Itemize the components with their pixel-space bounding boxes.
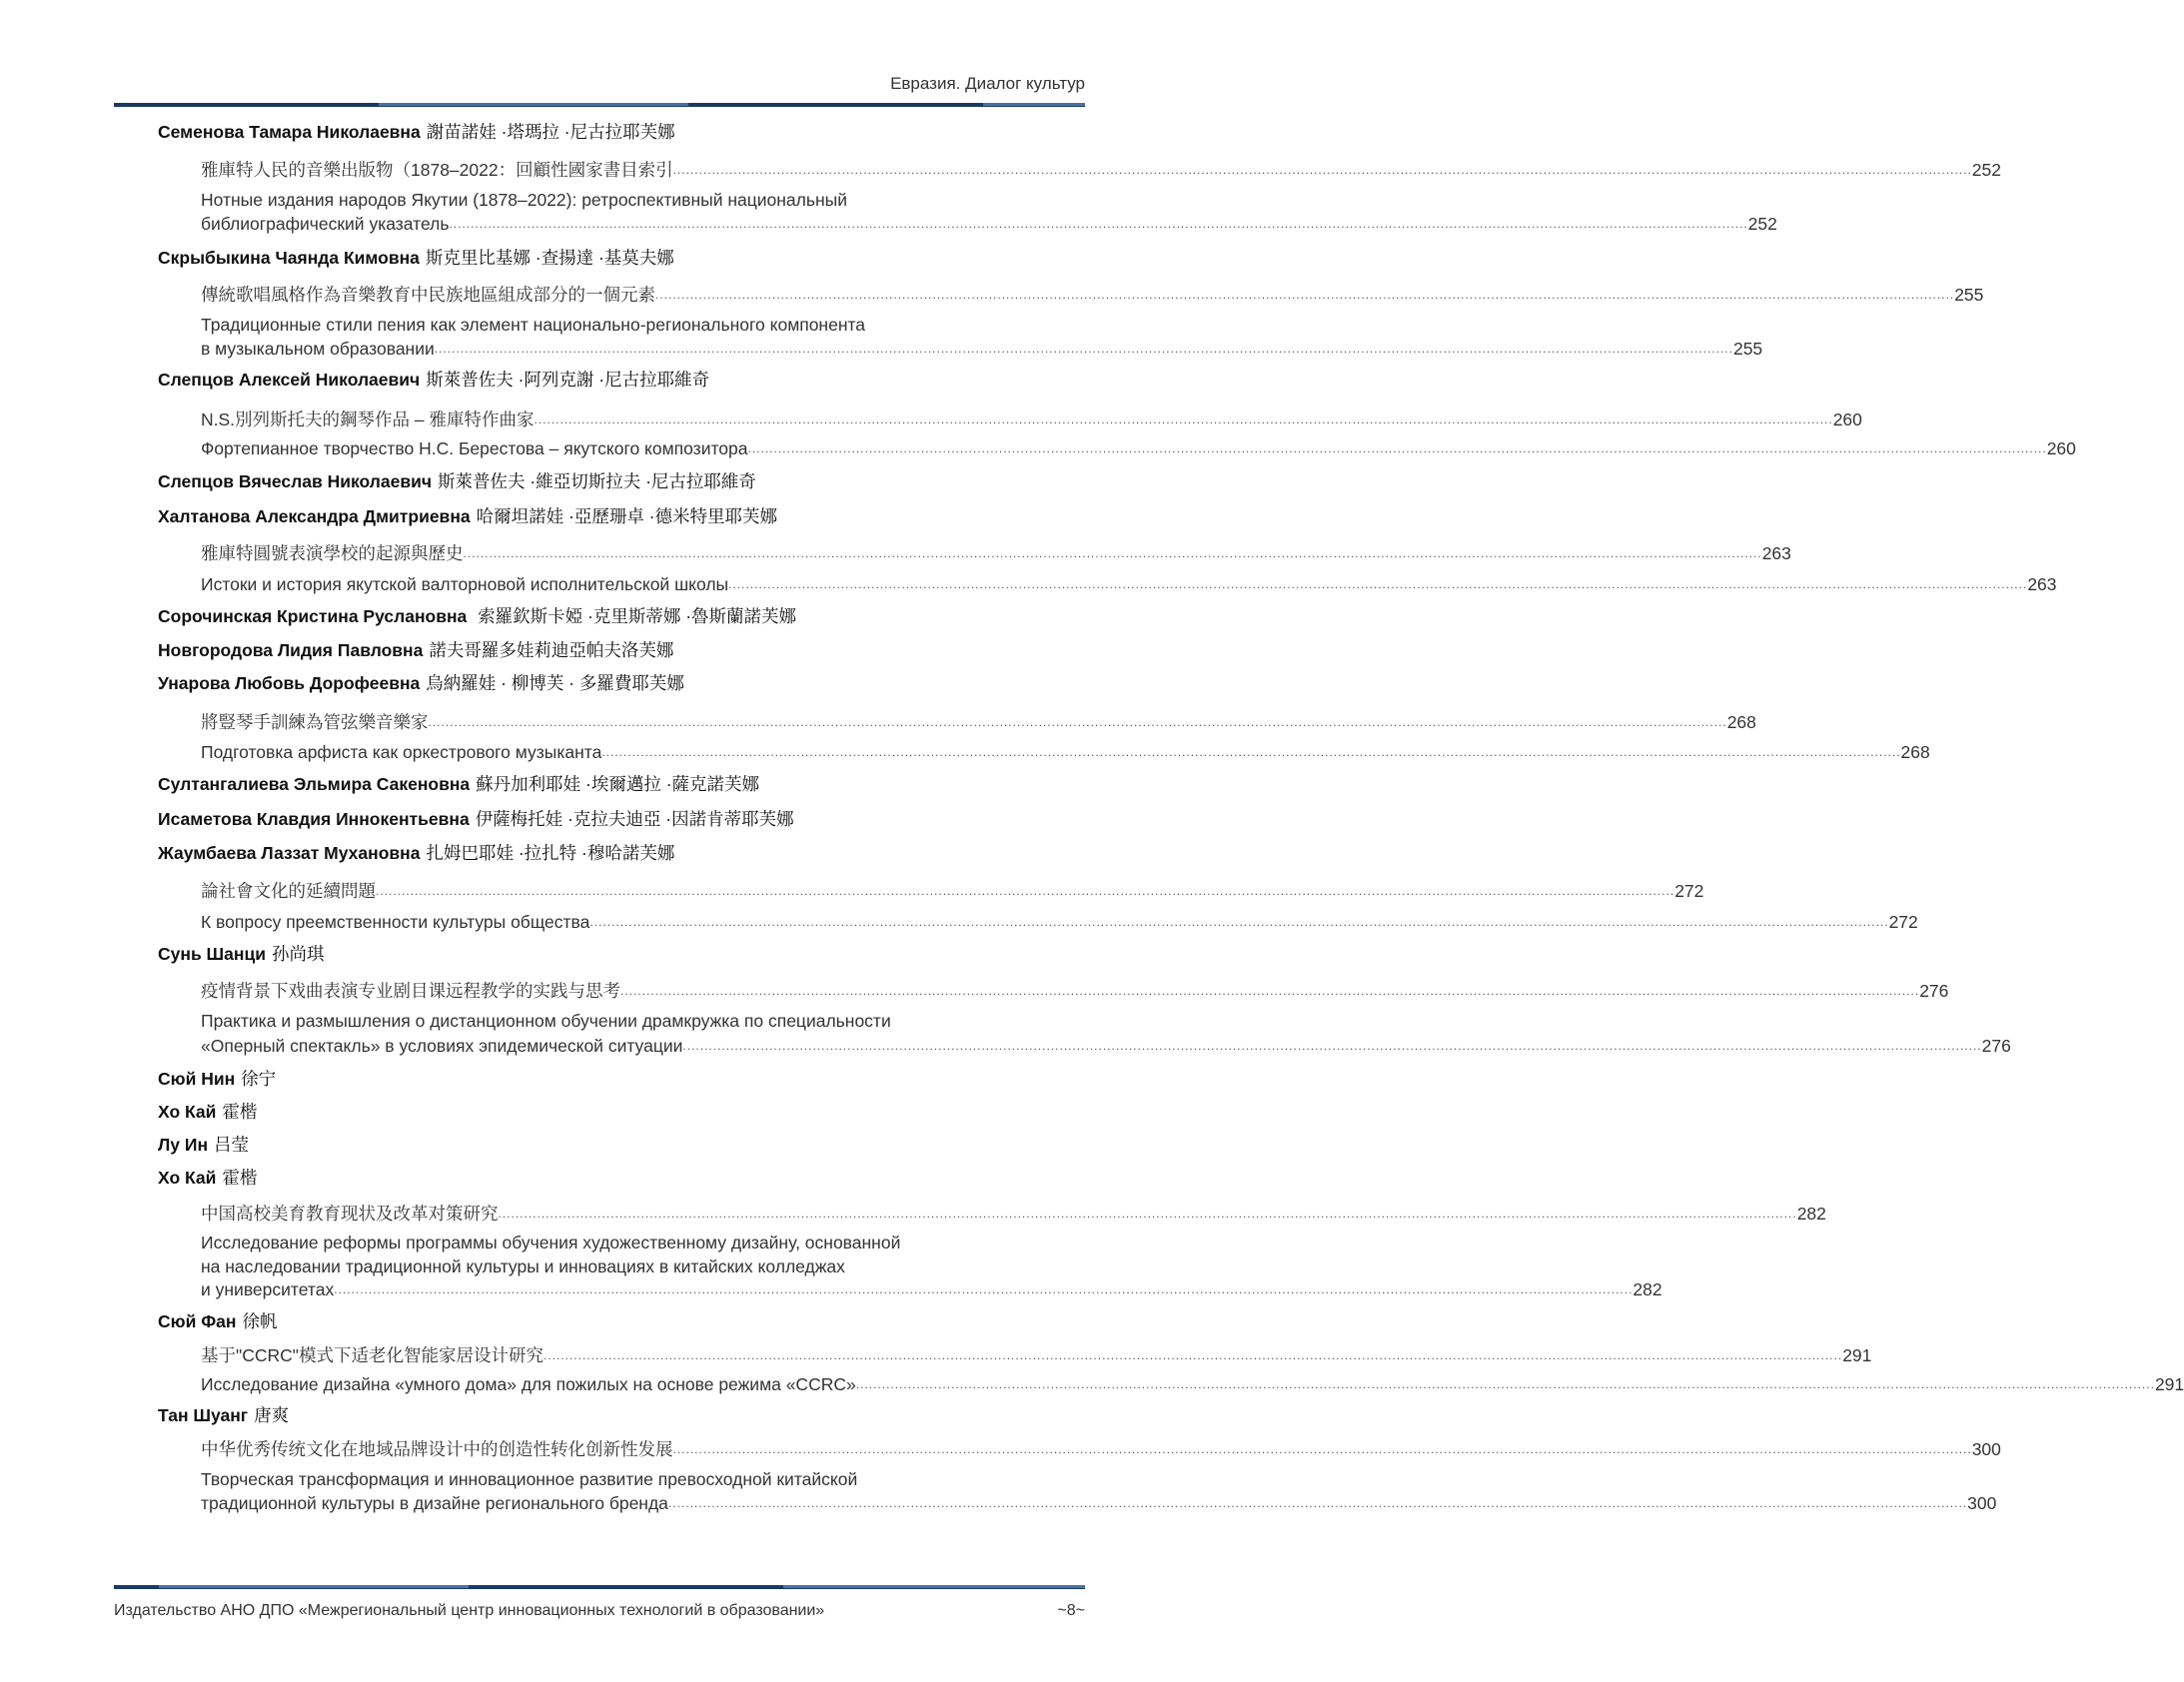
entry-title: традиционной культуры в дизайне регионального бренда bbox=[201, 1493, 668, 1513]
author-name-ru: Исаметова Клавдия Иннокентьевна bbox=[158, 809, 470, 829]
leader-dots: ............................................................................................................................................................................................................................................................................................................ bbox=[534, 413, 1833, 426]
author-name-zh: 徐帆 bbox=[242, 1311, 278, 1331]
leader-dots: ............................................................................................................................................................................................................................................................................................................ bbox=[498, 1207, 1797, 1221]
leader-dots: ............................................................................................................................................................................................................................................................................................................ bbox=[589, 915, 1889, 929]
author-heading bbox=[158, 604, 796, 628]
toc-entry-link[interactable] bbox=[201, 979, 1949, 1003]
author-heading bbox=[158, 841, 674, 865]
entry-title: 基于"CCRC"模式下适老化智能家居设计研究 bbox=[201, 1345, 544, 1365]
toc-entry-link[interactable] bbox=[201, 436, 2076, 460]
author-name-ru: Сюй Фан bbox=[158, 1311, 237, 1331]
entry-title: Практика и размышления о дистанционном обучении драмкружка по специальности bbox=[201, 1011, 891, 1031]
leader-dots: ............................................................................................................................................................................................................................................................................................................ bbox=[667, 1496, 1968, 1510]
toc-entry-line bbox=[201, 188, 1085, 212]
toc-entry-link[interactable] bbox=[201, 879, 1704, 903]
author-name-ru: Сунь Шанци bbox=[158, 944, 266, 964]
entry-title: Исследование дизайна «умного дома» для пожилых на основе режима «CCRC» bbox=[201, 1374, 856, 1394]
leader-dots: ............................................................................................................................................................................................................................................................................................................ bbox=[463, 546, 1762, 560]
rule-segment bbox=[159, 1585, 469, 1588]
author-name-zh: 扎姆巴耶娃 ·拉扎特 ·穆哈諾芙娜 bbox=[426, 843, 675, 863]
leader-dots: ............................................................................................................................................................................................................................................................................................................ bbox=[682, 1039, 1982, 1053]
rule-segment bbox=[983, 103, 1085, 106]
running-header: Евразия. Диалог культур bbox=[890, 74, 1085, 93]
footer bbox=[114, 1602, 1085, 1620]
toc-entry-link[interactable] bbox=[201, 1202, 1826, 1226]
author-heading bbox=[158, 1133, 249, 1157]
author-name-zh: 諾夫哥羅多娃莉迪亞帕夫洛芙娜 bbox=[429, 640, 674, 660]
entry-page-number: 276 bbox=[1919, 981, 1949, 1001]
leader-dots: ............................................................................................................................................................................................................................................................................................................ bbox=[672, 1442, 1972, 1456]
toc-entry-link[interactable] bbox=[201, 1491, 1997, 1515]
author-name-ru: Хо Кай bbox=[158, 1102, 217, 1122]
toc-entry-link[interactable] bbox=[201, 1343, 1872, 1367]
leader-dots: ............................................................................................................................................................................................................................................................................................................ bbox=[747, 441, 2047, 455]
entry-title: библиографический указатель bbox=[201, 214, 450, 234]
toc-entry-link[interactable] bbox=[201, 408, 1862, 431]
author-name-ru: Слепцов Вячеслав Николаевич bbox=[158, 471, 433, 491]
entry-title: 傳統歌唱風格作為音樂教育中民族地區組成部分的一個元素 bbox=[201, 285, 655, 305]
author-name-ru: Тан Шуанг bbox=[158, 1405, 249, 1425]
author-heading bbox=[158, 1166, 257, 1190]
publisher-text: Издательство АНО ДПО «Межрегиональный центр инновационных технологий в образовании» bbox=[114, 1602, 825, 1619]
toc-entry-line bbox=[201, 313, 1085, 337]
entry-page-number: 291 bbox=[2154, 1374, 2184, 1394]
author-name-ru: Сюй Нин bbox=[158, 1069, 236, 1089]
entry-title: на наследовании традиционной культуры и инновациях в китайских колледжах bbox=[201, 1257, 845, 1276]
entry-title: 將豎琴手訓練為管弦樂音樂家 bbox=[201, 712, 429, 732]
entry-page-number: 252 bbox=[1971, 160, 2001, 180]
author-name-zh: 斯克里比基娜 ·查揚達 ·基莫夫娜 bbox=[425, 248, 674, 268]
header-rule bbox=[114, 103, 1085, 107]
toc-entry-link[interactable] bbox=[201, 910, 1918, 934]
author-heading bbox=[158, 671, 684, 695]
author-name-zh: 伊薩梅托娃 ·克拉夫迪亞 ·因諾肯蒂耶芙娜 bbox=[475, 809, 794, 829]
toc-entry-link[interactable] bbox=[201, 572, 2057, 596]
author-name-ru: Хо Кай bbox=[158, 1168, 217, 1188]
entry-page-number: 300 bbox=[1967, 1493, 1997, 1513]
entry-title: Исследование реформы программы обучения художественному дизайну, основанной bbox=[201, 1233, 901, 1253]
toc-entry-link[interactable] bbox=[201, 1034, 2011, 1058]
author-name-zh: 索羅欽斯卡婭 ·克里斯蒂娜 ·魯斯蘭諾芙娜 bbox=[473, 606, 797, 626]
leader-dots: ............................................................................................................................................................................................................................................................................................................ bbox=[434, 342, 1733, 356]
author-name-zh: 霍楷 bbox=[222, 1168, 258, 1188]
author-name-zh: 徐宁 bbox=[241, 1069, 277, 1089]
author-heading bbox=[158, 368, 709, 392]
leader-dots: ............................................................................................................................................................................................................................................................................................................ bbox=[672, 163, 1972, 177]
leader-dots: ............................................................................................................................................................................................................................................................................................................ bbox=[728, 577, 2028, 591]
entry-title: 中华优秀传统文化在地域品牌设计中的创造性转化创新性发展 bbox=[201, 1439, 673, 1459]
author-name-ru: Семенова Тамара Николаевна bbox=[158, 122, 421, 142]
leader-dots: ............................................................................................................................................................................................................................................................................................................ bbox=[449, 217, 1748, 231]
leader-dots: ............................................................................................................................................................................................................................................................................................................ bbox=[428, 715, 1727, 729]
entry-page-number: 282 bbox=[1633, 1279, 1662, 1299]
toc-entry-link[interactable] bbox=[201, 740, 1930, 764]
entry-title: и университетах bbox=[201, 1279, 335, 1299]
leader-dots: ............................................................................................................................................................................................................................................................................................................ bbox=[376, 884, 1675, 898]
footer-rule bbox=[114, 1585, 1085, 1589]
toc-entry-link[interactable] bbox=[201, 337, 1763, 361]
leader-dots: ............................................................................................................................................................................................................................................................................................................ bbox=[601, 745, 1901, 759]
author-name-zh: 哈爾坦諾娃 ·亞歷珊卓 ·德米特里耶芙娜 bbox=[476, 506, 778, 526]
leader-dots: ............................................................................................................................................................................................................................................................................................................ bbox=[543, 1348, 1843, 1362]
author-heading bbox=[158, 942, 324, 966]
entry-title: Традиционные стили пения как элемент национально-регионального компонента bbox=[201, 315, 866, 335]
author-name-ru: Новгородова Лидия Павловна bbox=[158, 640, 424, 660]
author-name-ru: Сорочинская Кристина Руслановна bbox=[158, 606, 468, 626]
toc-entry-link[interactable] bbox=[201, 283, 1984, 307]
entry-title: Фортепианное творчество Н.С. Берестова – якутского композитора bbox=[201, 438, 748, 458]
entry-page-number: 260 bbox=[1832, 410, 1862, 429]
author-heading bbox=[158, 1403, 289, 1427]
leader-dots: ............................................................................................................................................................................................................................................................................................................ bbox=[855, 1377, 2155, 1391]
entry-page-number: 255 bbox=[1732, 339, 1763, 359]
entry-title: N.S.別列斯托夫的鋼琴作品 – 雅庫特作曲家 bbox=[201, 410, 535, 429]
author-heading bbox=[158, 638, 673, 662]
entry-title: Подготовка арфиста как оркестрового музыканта bbox=[201, 742, 602, 762]
author-heading bbox=[158, 1309, 277, 1333]
rule-segment bbox=[379, 103, 688, 106]
author-name-ru: Слепцов Алексей Николаевич bbox=[158, 370, 421, 390]
entry-title: в музыкальном образовании bbox=[201, 339, 435, 359]
author-heading bbox=[158, 120, 675, 144]
entry-title: 雅庫特人民的音樂出版物（1878–2022：回顧性國家書目索引 bbox=[201, 160, 673, 180]
toc-entry-link[interactable] bbox=[201, 1277, 1662, 1301]
entry-page-number: 260 bbox=[2046, 438, 2076, 458]
author-name-zh: 唐爽 bbox=[254, 1405, 290, 1425]
author-name-ru: Халтанова Александра Дмитриевна bbox=[158, 506, 471, 526]
toc-entry-line bbox=[201, 1255, 1085, 1278]
author-name-zh: 孙尚琪 bbox=[271, 944, 325, 964]
entry-title: «Оперный спектакль» в условиях эпидемической ситуации bbox=[201, 1036, 683, 1056]
entry-page-number: 300 bbox=[1971, 1439, 2001, 1459]
toc-entry-link[interactable] bbox=[201, 1372, 2184, 1396]
entry-title: Нотные издания народов Якутии (1878–2022): ретроспективный национальный bbox=[201, 190, 848, 210]
author-heading bbox=[158, 469, 756, 493]
entry-page-number: 263 bbox=[1761, 543, 1791, 563]
entry-title: 雅庫特圓號表演學校的起源與歷史 bbox=[201, 543, 464, 563]
author-heading bbox=[158, 246, 674, 270]
leader-dots: ............................................................................................................................................................................................................................................................................................................ bbox=[620, 984, 1920, 998]
entry-page-number: 272 bbox=[1888, 912, 1918, 932]
entry-title: 論社會文化的延續問題 bbox=[201, 881, 376, 901]
toc-entry-link[interactable] bbox=[201, 541, 1791, 565]
leader-dots: ............................................................................................................................................................................................................................................................................................................ bbox=[334, 1282, 1634, 1296]
author-name-zh: 謝苗諾娃 ·塔瑪拉 ·尼古拉耶芙娜 bbox=[426, 122, 675, 142]
toc-entry-line bbox=[201, 1009, 1085, 1033]
author-name-zh: 斯萊普佐夫 ·維亞切斯拉夫 ·尼古拉耶維奇 bbox=[438, 471, 756, 491]
rule-segment bbox=[783, 1585, 1085, 1588]
toc-entry-link[interactable] bbox=[201, 1437, 2001, 1461]
toc-entry-line bbox=[201, 1467, 1085, 1491]
entry-title: Творческая трансформация и инновационное развитие превосходной китайской bbox=[201, 1469, 858, 1489]
author-name-ru: Жаумбаева Лаззат Мухановна bbox=[158, 843, 421, 863]
entry-page-number: 291 bbox=[1842, 1345, 1872, 1365]
toc-entry-link[interactable] bbox=[201, 158, 2001, 182]
author-heading bbox=[158, 504, 777, 528]
entry-page-number: 268 bbox=[1900, 742, 1930, 762]
entry-page-number: 282 bbox=[1796, 1204, 1826, 1224]
toc-entry-link[interactable] bbox=[201, 710, 1756, 734]
entry-title: Истоки и история якутской валторновой исполнительской школы bbox=[201, 574, 729, 594]
entry-page-number: 272 bbox=[1674, 881, 1704, 901]
entry-page-number: 268 bbox=[1726, 712, 1756, 732]
author-heading bbox=[158, 772, 759, 796]
author-heading bbox=[158, 807, 794, 831]
author-name-zh: 吕莹 bbox=[214, 1135, 250, 1155]
entry-title: 中国高校美育教育现状及改革对策研究 bbox=[201, 1204, 499, 1224]
toc-entry-link[interactable] bbox=[201, 212, 1777, 236]
author-heading bbox=[158, 1100, 257, 1124]
author-name-ru: Унарова Любовь Дорофеевна bbox=[158, 673, 421, 693]
author-name-ru: Скрыбыкина Чаянда Кимовна bbox=[158, 248, 420, 268]
author-name-zh: 斯萊普佐夫 ·阿列克謝 ·尼古拉耶維奇 bbox=[426, 370, 710, 390]
author-name-zh: 蘇丹加利耶娃 ·埃爾邁拉 ·薩克諾芙娜 bbox=[476, 774, 760, 794]
author-name-zh: 霍楷 bbox=[222, 1102, 258, 1122]
author-name-ru: Лу Ин bbox=[158, 1135, 209, 1155]
author-name-zh: 烏納羅娃 · 柳博芙 · 多羅費耶芙娜 bbox=[426, 673, 684, 693]
leader-dots: ............................................................................................................................................................................................................................................................................................................ bbox=[655, 288, 1955, 302]
toc-entry-line bbox=[201, 1231, 1085, 1255]
author-heading bbox=[158, 1067, 276, 1091]
entry-page-number: 276 bbox=[1981, 1036, 2011, 1056]
entry-title: К вопросу преемственности культуры общества bbox=[201, 912, 590, 932]
entry-page-number: 255 bbox=[1954, 285, 1984, 305]
page-number: ~8~ bbox=[1057, 1602, 1085, 1619]
entry-page-number: 263 bbox=[2027, 574, 2057, 594]
author-name-ru: Султангалиева Эльмира Сакеновна bbox=[158, 774, 471, 794]
entry-title: 疫情背景下戏曲表演专业剧目课远程教学的实践与思考 bbox=[201, 981, 620, 1001]
entry-page-number: 252 bbox=[1747, 214, 1777, 234]
